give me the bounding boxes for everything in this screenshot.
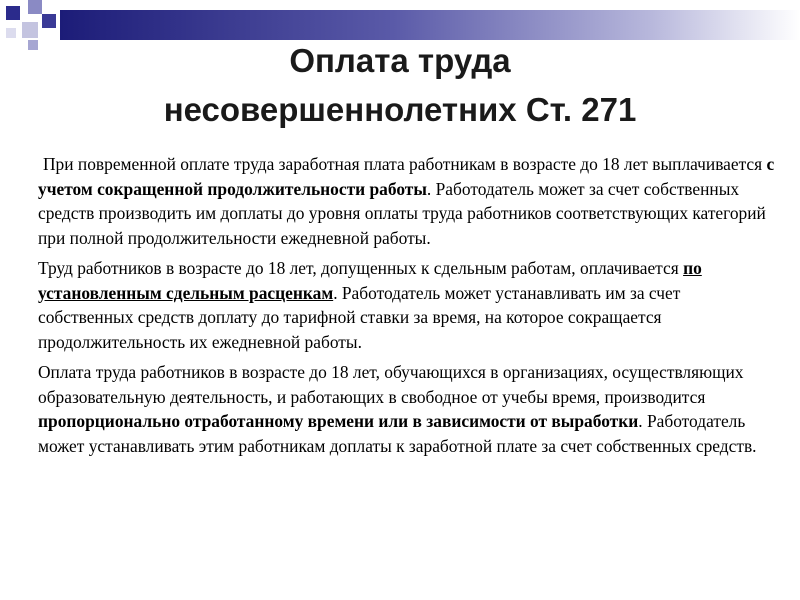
title-line-2: несовершеннолетних Ст. 271 <box>163 91 637 128</box>
paragraph-3 <box>38 360 780 458</box>
paragraph-3-emphasis: пропорционально отработанному времени или в зависимости от выработки <box>38 411 639 431</box>
paragraph-1 <box>38 152 780 250</box>
paragraph-1-text-b: . Работодатель может за счет собственных средств производить им доплаты до уровня оплаты труда работников соответствующих категорий при полной продолжительности ежедневной работы. <box>38 178 766 248</box>
paragraph-2-text-a: Труд работников в возрасте до 18 лет, допущенных к сдельным работам, оплачивается <box>38 258 684 278</box>
title-line-1: Оплата труда <box>289 42 511 79</box>
paragraph-1-emphasis: с учетом сокращенной продолжительности работы <box>38 154 775 199</box>
paragraph-1-text-a: При повременной оплате труда заработная плата работникам в возрасте до 18 лет выплачивается <box>43 154 767 174</box>
paragraph-3-text-a: Оплата труда работников в возрасте до 18 лет, обучающихся в организациях, осуществляющих образовательную деятельность, и работающих в свободное от учебы время, производится <box>38 362 744 407</box>
paragraph-3-text-b: . Работодатель может устанавливать этим работникам доплаты к заработной плате за счет собственных средств. <box>38 411 757 456</box>
paragraph-2-text-b: . Работодатель может устанавливать им за счет собственных средств доплату до тарифной ставки за время, на которое сокращается продолжительность их ежедневной работы. <box>38 282 681 352</box>
slide-title <box>100 36 700 134</box>
paragraph-2 <box>38 256 780 354</box>
paragraph-2-emphasis: по установленным сдельным расценкам <box>38 258 702 303</box>
slide-body <box>38 152 780 464</box>
